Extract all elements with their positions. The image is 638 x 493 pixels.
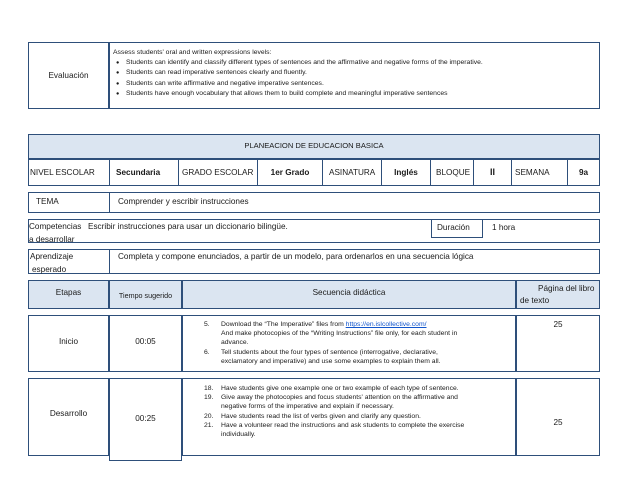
tema-value: Comprender y escribir instrucciones — [118, 197, 249, 206]
aprendizaje-label: Aprendizaje — [30, 252, 74, 261]
item-number: 19. — [204, 394, 214, 402]
bloque-label: BLOQUE — [436, 168, 471, 177]
semana-label: SEMANA — [515, 168, 550, 177]
inicio-tiempo: 00:05 — [135, 337, 156, 346]
item-number: 21. — [204, 421, 214, 429]
evaluacion-item: ● Students can identify and classify different types of sentences and the affirmative and negative forms of the imperative. — [126, 58, 598, 68]
evaluacion-item: ● Students can write affirmative and negative imperative sentences. — [126, 79, 598, 89]
desarrollo-secuencia-cell — [182, 378, 516, 456]
competencias-label: Competencias — [29, 222, 82, 231]
header-tiempo: Tiempo sugerido — [118, 291, 173, 300]
item-text: Tell students about the four types of sentence (interrogative, declarative, — [221, 348, 438, 356]
item-number: 6. — [204, 348, 210, 356]
inicio-pagina: 25 — [553, 320, 563, 329]
tema-label: TEMA — [36, 197, 59, 206]
competencias-value: Escribir instrucciones para usar un diccionario bilingüe. — [88, 222, 288, 231]
inicio-item — [204, 348, 510, 366]
evaluacion-item: ● Students can read imperative sentences clearly and fluently. — [126, 68, 598, 78]
header-etapas: Etapas — [55, 288, 82, 297]
evaluacion-list — [113, 58, 598, 99]
desarrollo-item — [204, 384, 510, 393]
evaluacion-intro: Assess students' oral and written expressions levels: — [113, 49, 272, 56]
bloque-value: II — [489, 167, 495, 177]
nivel-value: Secundaria — [116, 168, 161, 177]
aprendizaje-value: Completa y compone enunciados, a partir de un modelo, para ordenarlos en una secuencia lógica — [118, 252, 474, 261]
item-text: Give away the photocopies and focus students' attention on the affirmative and — [221, 394, 458, 402]
desarrollo-pagina-cell — [516, 378, 600, 456]
evaluacion-item: ● Students have enough vocabulary that allows them to build complete and meaningful imperative sentences — [126, 89, 598, 99]
desarrollo-pagina: 25 — [553, 418, 563, 427]
item-text-line: negative forms of the imperative and explain if necessary. — [221, 403, 394, 411]
competencias-label-2: a desarrollar — [29, 235, 75, 244]
header-pagina-2: de texto — [520, 296, 550, 305]
islcollective-link[interactable]: https://en.islcollective.com/ — [345, 321, 427, 328]
inicio-item — [204, 320, 510, 348]
evaluacion-label: Evaluación — [48, 71, 89, 80]
evaluacion-content — [113, 48, 598, 99]
item-text-line: advance. — [221, 339, 249, 347]
nivel-label: NIVEL ESCOLAR — [30, 168, 95, 177]
desarrollo-item — [204, 412, 510, 421]
item-text: Have a volunteer read the instructions and ask students to complete the exercise — [221, 421, 465, 429]
inicio-secuencia-cell — [182, 315, 516, 372]
semana-value: 9a — [578, 168, 589, 177]
item-text-line: exclamatory and imperative) and use some examples to explain them all. — [221, 357, 441, 365]
asignatura-value: Inglés — [394, 168, 418, 177]
aprendizaje-label-2: esperado — [32, 265, 67, 274]
item-text: Have students give one example one or two example of each type of sentence. — [221, 385, 459, 392]
duracion-label: Duración — [437, 223, 470, 232]
duracion-value: 1 hora — [492, 223, 516, 232]
asignatura-label: ASINATURA — [329, 168, 376, 177]
item-text-line: And make photocopies of the “Writing Instructions” file only, for each student in — [221, 330, 458, 338]
desarrollo-etapa: Desarrollo — [49, 409, 88, 418]
item-number: 5. — [204, 321, 210, 328]
item-text-line: individually. — [221, 431, 256, 439]
grado-value: 1er Grado — [270, 168, 310, 177]
item-text: Have students read the list of verbs given and clarify any question. — [221, 412, 421, 420]
header-secuencia: Secuencia didáctica — [312, 288, 386, 297]
header-pagina: Página del libro — [538, 284, 595, 293]
item-text: Download the “The Imperative” files from — [221, 321, 346, 328]
item-number: 20. — [204, 412, 214, 420]
inicio-list — [204, 320, 510, 366]
desarrollo-item — [204, 421, 510, 439]
desarrollo-tiempo: 00:25 — [135, 414, 156, 423]
item-number: 18. — [204, 385, 214, 392]
desarrollo-list — [204, 384, 510, 439]
inicio-etapa: Inicio — [58, 337, 79, 346]
desarrollo-item — [204, 393, 510, 411]
planeacion-title: PLANEACION DE EDUCACION BASICA — [244, 141, 384, 150]
grado-label: GRADO ESCOLAR — [182, 168, 254, 177]
